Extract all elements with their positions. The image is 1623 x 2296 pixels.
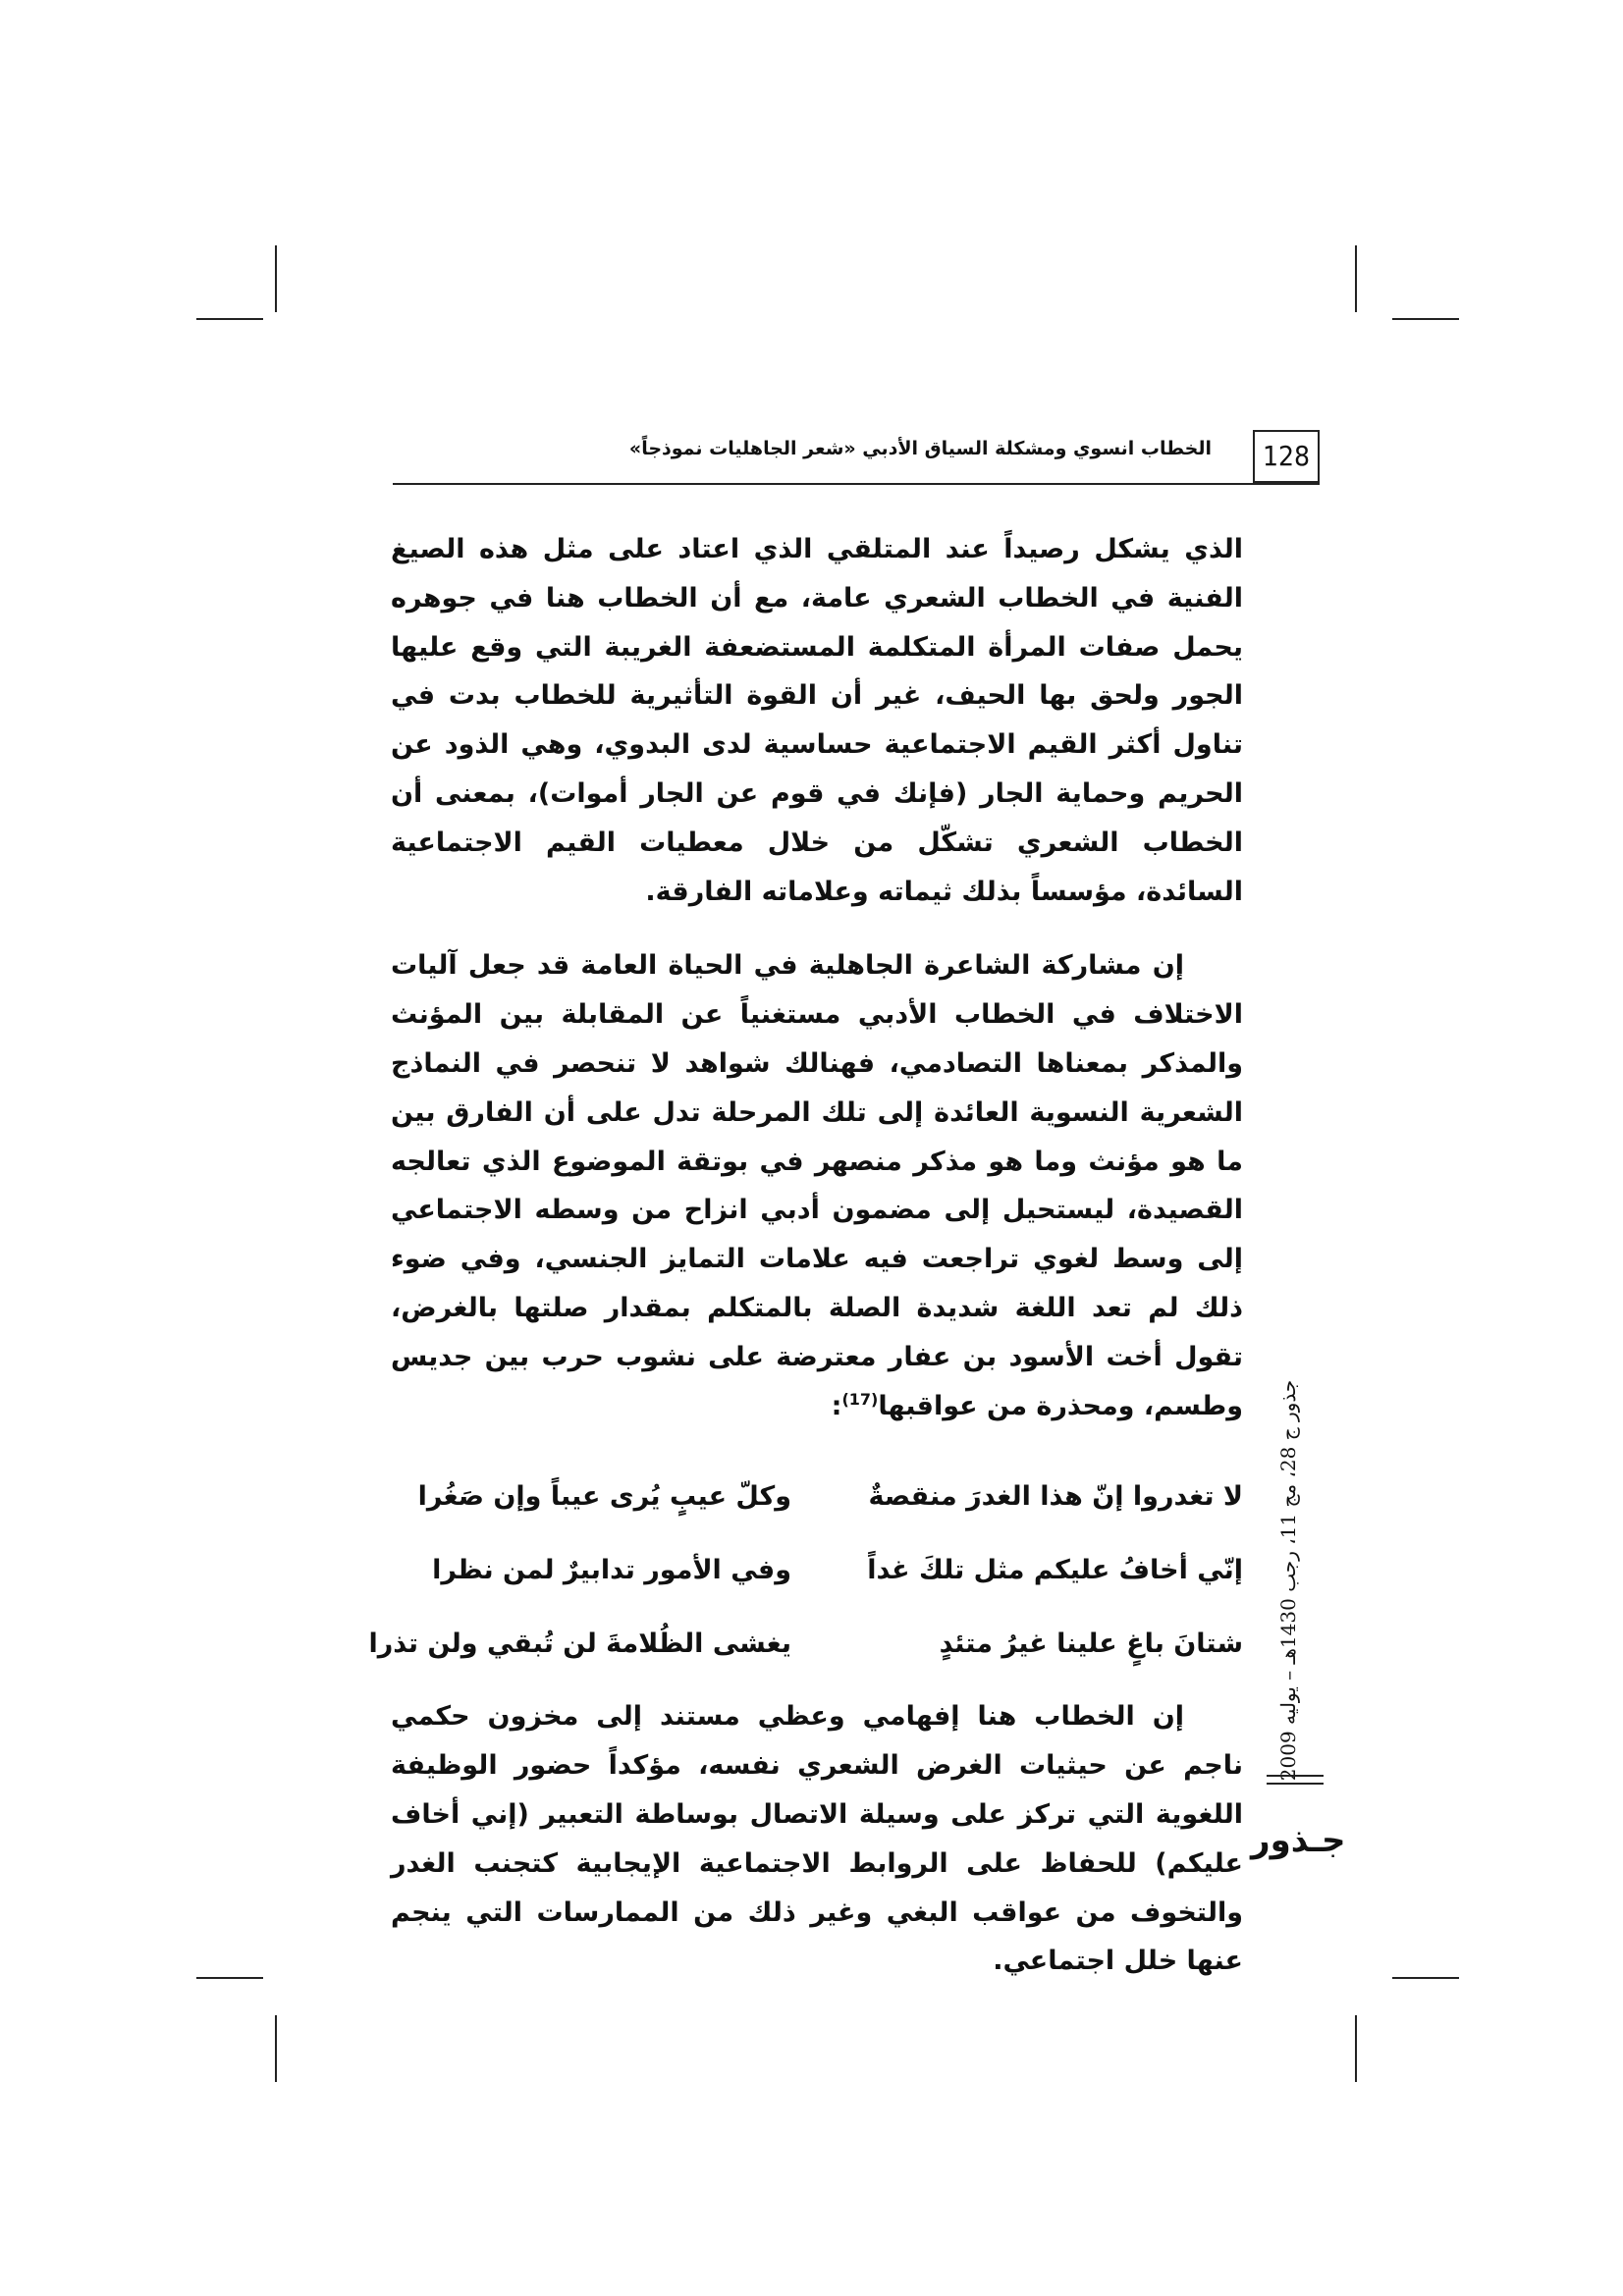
verse-second-hemistich: وكلّ عيبٍ يُرى عيباً وإن صَغُرا xyxy=(417,1480,791,1512)
paragraph-2-text: إن مشاركة الشاعرة الجاهلية في الحياة العامة قد جعل آليات الاختلاف في الخطاب الأدبي مستغنياً عن المقابلة بين المؤنث والمذكر بمعناها التصادمي، فهنالك شواهد لا تنحصر في النماذج الشعرية النسوية العائدة إلى تلك المرحلة تدل على أن الفارق بين ما هو مؤنث وما هو مذكر منصهر في بوتقة الموضوع الذي تعالجه القصيدة، ليستحيل إلى مضمون أدبي انزاح من وسطه الاجتماعي إلى وسط لغوي تراجعت فيه علامات التمايز الجنسي، وفي ضوء ذلك لم تعد اللغة شديدة الصلة بالمتكلم بمقدار صلتها بالغرض، تقول أخت الأسود بن عفار معترضة على نشوب حرب بين جديس وطسم، ومحذرة من عواقبها xyxy=(391,950,1243,1421)
crop-mark-bottom-left-vertical xyxy=(275,2015,277,2082)
crop-mark-top-right-vertical xyxy=(1355,245,1357,312)
crop-mark-bottom-right-horizontal xyxy=(1392,1977,1459,1979)
paragraph-2-colon: : xyxy=(831,1390,842,1421)
journal-issue-info xyxy=(1263,1374,1314,1787)
verse-first-hemistich: إنّي أخافُ عليكم مثل تلكَ غداً xyxy=(867,1554,1243,1585)
poem-verse xyxy=(391,1460,1243,1533)
side-divider xyxy=(1267,1775,1324,1785)
poem-verse xyxy=(391,1533,1243,1607)
crop-mark-top-left-horizontal xyxy=(196,318,263,320)
poem xyxy=(368,1460,1243,1681)
verse-second-hemistich: وفي الأمور تدابيرٌ لمن نظرا xyxy=(432,1554,791,1585)
crop-mark-top-right-horizontal xyxy=(1392,318,1459,320)
journal-logo: جـذور xyxy=(1251,1821,1346,1860)
footnote-ref: (17) xyxy=(841,1389,879,1409)
crop-mark-bottom-right-vertical xyxy=(1355,2015,1357,2082)
verse-first-hemistich: لا تغدروا إنّ هذا الغدرَ منقصةٌ xyxy=(868,1480,1243,1512)
article-body xyxy=(368,525,1243,1986)
page-number: 128 xyxy=(1253,430,1320,483)
verse-first-hemistich: شتانَ باغٍ علينا غيرُ متئدٍ xyxy=(939,1628,1243,1659)
paragraph-3: إن الخطاب هنا إفهامي وعظي مستند إلى مخزون حكمي ناجم عن حيثيات الغرض الشعري نفسه، مؤكداً حضور الوظيفة اللغوية التي تركز على وسيلة الاتصال بوساطة التعبير (إني أخاف عليكم) للحفاظ على الروابط الاجتماعية الإيجابية كتجنب الغدر والتخوف من عواقب البغي وغير ذلك من الممارسات التي ينجم عنها خلل اجتماعي. xyxy=(391,1701,1243,1977)
paragraph-1: الذي يشكل رصيداً عند المتلقي الذي اعتاد على مثل هذه الصيغ الفنية في الخطاب الشعري عامة، مع أن الخطاب هنا في جوهره يحمل صفات المرأة المتكلمة المستضعفة الغريبة التي وقع عليها الجور ولحق بها الحيف، غير أن القوة التأثيرية للخطاب بدت في تناول أكثر القيم الاجتماعية حساسية لدى البدوي، وهي الذود عن الحريم وحماية الجار (فإنك في قوم عن الجار أموات)، بمعنى أن الخطاب الشعري تشكّل من خلال معطيات القيم الاجتماعية السائدة، مؤسساً بذلك ثيماته وعلاماته الفارقة. xyxy=(391,534,1243,907)
page-header xyxy=(393,422,1320,485)
verse-second-hemistich: يغشى الظُلامةَ لن تُبقي ولن تذرا xyxy=(368,1628,791,1659)
paragraph-2 xyxy=(391,941,1243,1430)
crop-mark-bottom-left-horizontal xyxy=(196,1977,263,1979)
crop-mark-top-left-vertical xyxy=(275,245,277,312)
poem-verse xyxy=(368,1607,1243,1681)
running-title: الخطاب انسوي ومشكلة السياق الأدبي «شعر الجاهليات نموذجاً» xyxy=(628,438,1212,459)
issue-info-text: جذور ج 28، مج 11، رجب 1430هـ – يوليه 2009 xyxy=(1276,1379,1300,1782)
